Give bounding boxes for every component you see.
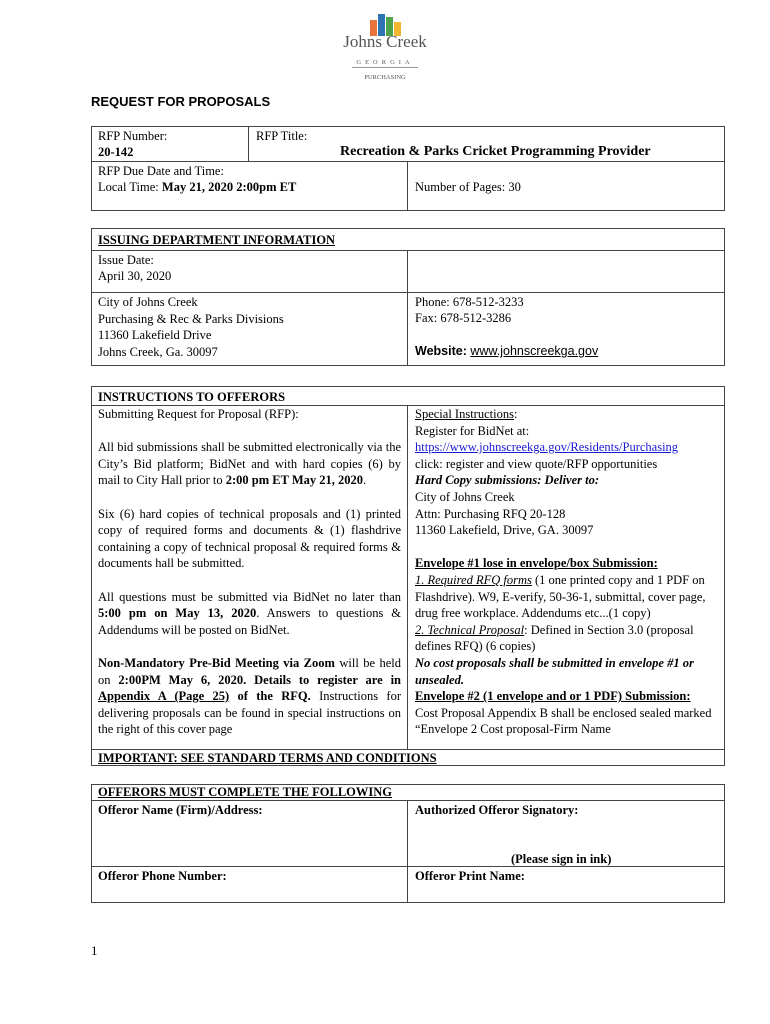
issue-date-label: Issue Date: (98, 253, 154, 267)
rfp-due-label: RFP Due Date and Time: (98, 164, 224, 178)
rfp-title-label: RFP Title: (256, 129, 308, 143)
offerors-heading: OFFERORS MUST COMPLETE THE FOLLOWING (98, 785, 393, 799)
sign-note: (Please sign in ink) (511, 852, 612, 866)
page-number: 1 (91, 943, 98, 958)
special-instructions-label: Special Instructions: (415, 407, 518, 421)
website-label: Website: (415, 344, 467, 358)
instructions-right (415, 406, 721, 738)
rfp-number: 20-142 (98, 145, 134, 159)
instructions-heading: INSTRUCTIONS TO OFFERORS (98, 390, 286, 404)
logo-name: Johns Creek (343, 32, 427, 51)
logo-state: GEORGIA (356, 59, 414, 66)
pages-value: 30 (508, 180, 521, 194)
appendix-a-link: Appendix A (Page 25) (98, 689, 230, 704)
address-line: City of Johns Creek (98, 295, 198, 309)
pages-label: Number of Pages: (415, 180, 506, 194)
submitting-label: Submitting Request for Proposal (RFP): (98, 407, 299, 421)
logo (330, 12, 440, 84)
envelope-2-text: Cost Proposal Appendix B shall be enclosed sealed marked “Envelope 2 Cost proposal-Firm Name (415, 705, 712, 737)
deadline: 2:00 pm ET May 21, 2020 (225, 473, 364, 488)
website-line (415, 343, 598, 360)
register-label: Register for BidNet at: (415, 423, 530, 438)
no-cost-notice: No cost proposals shall be submitted in envelope #1 or unsealed. (415, 655, 694, 687)
issue-date: April 30, 2020 (98, 269, 172, 283)
signatory-label: Authorized Offeror Signatory: (415, 803, 579, 817)
deliver-line: Attn: Purchasing RFQ 20-128 (415, 506, 566, 521)
phone: Phone: 678-512-3233 (415, 295, 524, 309)
deliver-line: City of Johns Creek (415, 489, 515, 504)
pages-line (415, 179, 521, 196)
address-line: Purchasing & Rec & Parks Divisions (98, 311, 284, 326)
envelope-1-item-1: 1. Required RFQ forms (1 one printed copy and 1 PDF on Flashdrive). W9, E-verify, 50-36-1, submittal, cover page, drug free workplace. Addendums etc...(1 copy) (415, 572, 706, 621)
page-heading: REQUEST FOR PROPOSALS (91, 94, 271, 109)
logo-dept: PURCHASING (364, 74, 406, 81)
instructions-paragraph-1: All bid submissions shall be submitted electronically via the City’s Bid platform; BidNet and with hard copies (6) by mail to City Hall prior to 2:00 pm ET May 21, 2020. (98, 440, 401, 488)
questions-deadline: 5:00 pm on May 13, 2020 (98, 606, 257, 621)
local-time-prefix: Local Time: (98, 180, 162, 194)
logo-rule (352, 67, 418, 68)
envelope-1-heading: Envelope #1 lose in envelope/box Submission: (415, 556, 658, 571)
offeror-phone-label: Offeror Phone Number: (98, 869, 227, 883)
instructions-paragraph-4: Non-Mandatory Pre-Bid Meeting via Zoom will be held on 2:00PM May 6, 2020. Details to register are in Appendix A (Page 25) of the RFQ. Instructions for delivering proposals can be found in special instructions on the right of this cover page (98, 655, 401, 737)
offeror-name-field[interactable] (92, 820, 406, 865)
print-name-label: Offeror Print Name: (415, 869, 525, 883)
rfp-title: Recreation & Parks Cricket Programming Provider (340, 144, 651, 159)
address-line: 11360 Lakefield Drive (98, 328, 212, 343)
fax: Fax: 678-512-3286 (415, 311, 512, 325)
address-line: Johns Creek, Ga. 30097 (98, 344, 218, 359)
website-link[interactable]: www.johnscreekga.gov (470, 344, 599, 358)
rfp-due-value: May 21, 2020 2:00pm ET (161, 180, 297, 194)
signature-field[interactable] (408, 820, 724, 850)
print-name-field[interactable] (408, 885, 724, 902)
rfp-number-label: RFP Number: (98, 129, 168, 143)
instructions-paragraph-2: Six (6) hard copies of technical proposals and (1) printed copy of required forms and documents & (1) flashdrive containing a copy of technical proposal & required forms & documents hall be submitted. (98, 506, 401, 571)
rfp-due-line (98, 179, 296, 196)
important-notice: IMPORTANT: SEE STANDARD TERMS AND CONDITIONS (98, 751, 437, 765)
offeror-phone-field[interactable] (92, 885, 406, 902)
offeror-name-label: Offeror Name (Firm)/Address: (98, 803, 263, 817)
click-instructions: click: register and view quote/RFP opportunities (415, 456, 658, 471)
issuing-heading: ISSUING DEPARTMENT INFORMATION (98, 233, 336, 247)
envelope-2-heading: Envelope #2 (1 envelope and or 1 PDF) Submission: (415, 689, 691, 704)
purchasing-url[interactable]: https://www.johnscreekga.gov/Residents/Purchasing (415, 440, 679, 455)
instructions-paragraph-3: All questions must be submitted via BidNet no later than 5:00 pm on May 13, 2020. Answers to questions & Addendums will be posted on BidNet. (98, 589, 401, 637)
instructions-left (98, 406, 401, 738)
issuing-address (98, 294, 284, 360)
hard-copy-heading: Hard Copy submissions: Deliver to: (415, 473, 600, 488)
deliver-line: 11360 Lakefield, Drive, GA. 30097 (415, 523, 594, 538)
envelope-1-item-2: 2. Technical Proposal: Defined in Section 3.0 (proposal defines RFQ) (6 copies) (415, 622, 694, 654)
